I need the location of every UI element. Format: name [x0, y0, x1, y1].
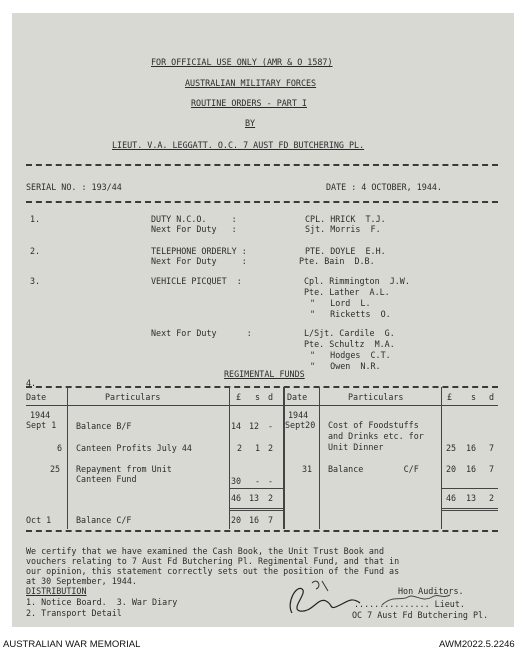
entry-particulars: Canteen Fund [76, 474, 137, 484]
order-number: 4. [26, 378, 37, 388]
total-shillings: 13 [466, 493, 477, 503]
entry-pence: - [268, 421, 274, 431]
distribution-line: 1. Notice Board. 3. War Diary [26, 597, 178, 607]
order-name: CPL. HRICK T.J. [305, 214, 386, 224]
order-name: Sjt. Morris F. [305, 224, 381, 234]
order-title: DUTY N.C.O. : [151, 214, 237, 224]
order-title: Next For Duty : [151, 224, 237, 234]
col-shillings: s [471, 392, 477, 402]
table-rule [319, 387, 320, 529]
order-title: VEHICLE PICQUET : [151, 276, 242, 286]
entry-date: 1944 [30, 410, 51, 420]
order-name: Pte. Bain D.B. [299, 256, 375, 266]
table-rule [283, 387, 285, 529]
distribution-title: DISTRIBUTION [26, 586, 87, 596]
entry-pounds: 14 [231, 421, 242, 431]
entry-pence: 7 [489, 464, 495, 474]
order-date: DATE : 4 OCTOBER, 1944. [326, 182, 442, 192]
entry-particulars: Balance C/F [328, 464, 419, 474]
col-pence: d [268, 392, 274, 402]
order-name: " Owen N.R. [310, 361, 381, 371]
entry-pounds: 30 [231, 476, 242, 486]
entry-particulars: Balance B/F [76, 421, 132, 431]
col-shillings: s [255, 392, 261, 402]
divider [26, 201, 498, 203]
order-number: 3. [30, 276, 41, 286]
entry-date: 31 [302, 464, 313, 474]
col-date: Date [287, 392, 308, 402]
forces-heading: AUSTRALIAN MILITARY FORCES [185, 78, 317, 88]
funds-title: REGIMENTAL FUNDS [224, 369, 305, 379]
oc-label: OC 7 Aust Fd Butchering Pl. [352, 610, 489, 620]
order-number: 2. [30, 246, 41, 256]
certify-text: our opinion, this statement correctly sets out the position of the Fund as [26, 566, 400, 576]
total-shillings: 13 [249, 493, 260, 503]
total-pounds: 46 [446, 493, 457, 503]
col-pounds: £ [447, 392, 453, 402]
entry-shillings: 16 [466, 464, 477, 474]
routine-orders-heading: ROUTINE ORDERS - PART I [191, 98, 307, 108]
entry-date: 6 [57, 443, 63, 453]
signature-image [282, 575, 462, 620]
entry-date: Oct 1 [26, 515, 52, 525]
order-name: PTE. DOYLE E.H. [305, 246, 386, 256]
divider [26, 530, 498, 532]
lieut-label: ............... Lieut. [354, 599, 465, 609]
entry-particulars: Balance C/F [76, 515, 132, 525]
entry-pounds: 20 [446, 464, 457, 474]
entry-date: 25 [50, 464, 61, 474]
entry-shillings: 1 [255, 443, 261, 453]
total-pence: 2 [489, 493, 495, 503]
entry-pounds: 20 [231, 515, 242, 525]
col-particulars: Particulars [348, 392, 404, 402]
footer-bar [0, 636, 528, 653]
issuer-heading: LIEUT. V.A. LEGGATT. O.C. 7 AUST FD BUTCHERING PL. [112, 140, 365, 150]
entry-particulars: Repayment from Unit [76, 464, 172, 474]
by-heading: BY [245, 118, 256, 128]
entry-particulars: Unit Dinner [328, 442, 384, 452]
entry-shillings: 16 [249, 515, 260, 525]
entry-particulars: Canteen Profits July 44 [76, 443, 192, 453]
col-particulars: Particulars [105, 392, 161, 402]
entry-pence: - [268, 476, 274, 486]
certify-text: We certify that we have examined the Cash Book, the Unit Trust Book and [26, 546, 384, 556]
order-name: " Ricketts O. [310, 309, 391, 319]
order-name: Pte. Lather A.L. [304, 287, 390, 297]
distribution-line: 2. Transport Detail [26, 608, 122, 618]
entry-pence: 7 [268, 515, 274, 525]
entry-date: Sept 1 [26, 420, 57, 430]
order-title: Next For Duty : [151, 256, 247, 266]
table-rule [67, 387, 68, 529]
footer-id: AWM2022.5.2246 [439, 639, 515, 650]
entry-shillings: 12 [249, 421, 260, 431]
entry-date: 1944 [288, 410, 309, 420]
certify-text: vouchers relating to 7 Aust Fd Butchering Pl. Regimental Fund, and that in [26, 556, 400, 566]
col-pence: d [489, 392, 495, 402]
entry-pounds: 25 [446, 443, 457, 453]
total-pounds: 46 [231, 493, 242, 503]
entry-particulars: and Drinks etc. for [328, 431, 424, 441]
order-name: " Hodges C.T. [310, 350, 391, 360]
col-pounds: £ [236, 392, 242, 402]
order-number: 1. [30, 214, 41, 224]
order-name: Pte. Schultz M.A. [304, 339, 395, 349]
order-name: Cpl. Rimmington J.W. [304, 276, 410, 286]
table-rule [26, 405, 498, 406]
order-name: " Lord L. [310, 298, 371, 308]
table-rule [441, 508, 498, 511]
official-use-heading: FOR OFFICIAL USE ONLY (AMR & O 1587) [151, 57, 333, 67]
footer-source: AUSTRALIAN WAR MEMORIAL [3, 639, 141, 650]
table-rule [441, 488, 498, 489]
entry-pence: 7 [489, 443, 495, 453]
entry-particulars: Cost of Foodstuffs [328, 420, 419, 430]
order-title: Next For Duty : [151, 328, 252, 338]
order-name: L/Sjt. Cardile G. [304, 328, 395, 338]
entry-shillings: 16 [466, 443, 477, 453]
table-rule [229, 508, 283, 511]
serial-number: SERIAL NO. : 193/44 [26, 182, 122, 192]
certify-text: at 30 September, 1944. [26, 576, 137, 586]
table-rule [229, 488, 283, 489]
entry-pounds: 2 [237, 443, 243, 453]
divider [26, 386, 498, 388]
entry-date: Sept20 [285, 420, 316, 430]
total-pence: 2 [268, 493, 274, 503]
divider [26, 164, 498, 166]
entry-shillings: - [255, 476, 261, 486]
col-date: Date [26, 392, 47, 402]
order-title: TELEPHONE ORDERLY : [151, 246, 247, 256]
auditors-label: Hon Auditors. [398, 586, 464, 596]
entry-pence: 2 [268, 443, 274, 453]
